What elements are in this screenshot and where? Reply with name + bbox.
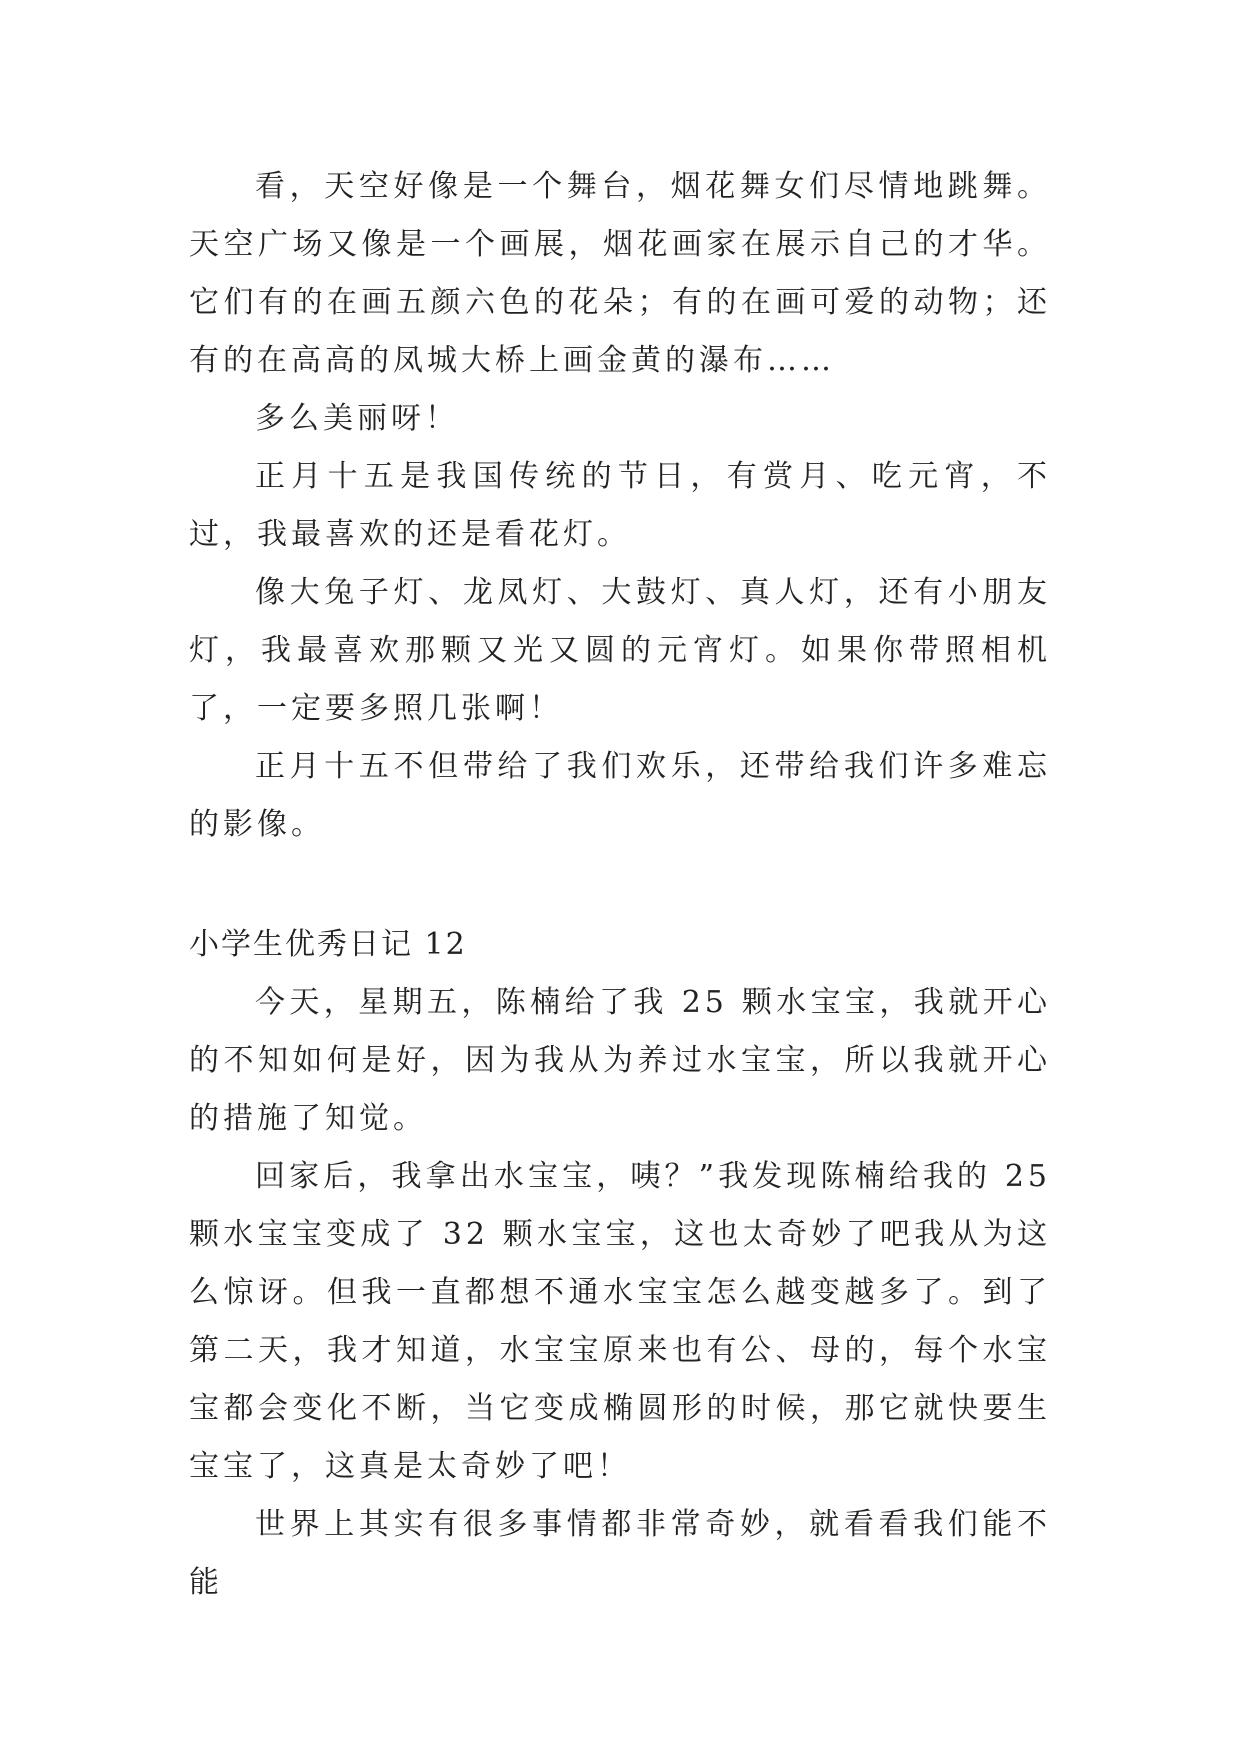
document-body <box>189 158 1051 1612</box>
paragraph-water-beads-growth: 回家后，我拿出水宝宝，咦？”我发现陈楠给我的 25 颗水宝宝变成了 32 颗水宝宝，这也太奇妙了吧我从为这么惊讶。但我一直都想不通水宝宝怎么越变越多了。到了第二天，我才知道，水宝宝原来也有公、母的，每个水宝宝都会变化不断，当它变成椭圆形的时候，那它就快要生宝宝了，这真是太奇妙了吧！ <box>189 1159 1051 1484</box>
paragraph-exclamation: 多么美丽呀！ <box>255 401 459 436</box>
section-spacer <box>189 854 1051 916</box>
paragraph-lantern-festival: 正月十五是我国传统的节日，有赏月、吃元宵，不过，我最喜欢的还是看花灯。 <box>189 459 1051 552</box>
paragraph-fireworks: 看，天空好像是一个舞台，烟花舞女们尽情地跳舞。天空广场又像是一个画展，烟花画家在展示自己的才华。它们有的在画五颜六色的花朵；有的在画可爱的动物；还有的在高高的凤城大桥上画金黄的瀑布…… <box>189 169 1051 378</box>
paragraph-memories: 正月十五不但带给了我们欢乐，还带给我们许多难忘的影像。 <box>189 749 1051 842</box>
paragraph-water-beads-gift: 今天，星期五，陈楠给了我 25 颗水宝宝，我就开心的不知如何是好，因为我从为养过水宝宝，所以我就开心的措施了知觉。 <box>189 985 1051 1136</box>
paragraph-lanterns: 像大兔子灯、龙凤灯、大鼓灯、真人灯，还有小朋友灯，我最喜欢那颗又光又圆的元宵灯。如果你带照相机了，一定要多照几张啊！ <box>189 575 1051 726</box>
paragraph-world-wonders: 世界上其实有很多事情都非常奇妙，就看看我们能不能 <box>189 1507 1051 1600</box>
diary-title: 小学生优秀日记 12 <box>189 927 467 962</box>
